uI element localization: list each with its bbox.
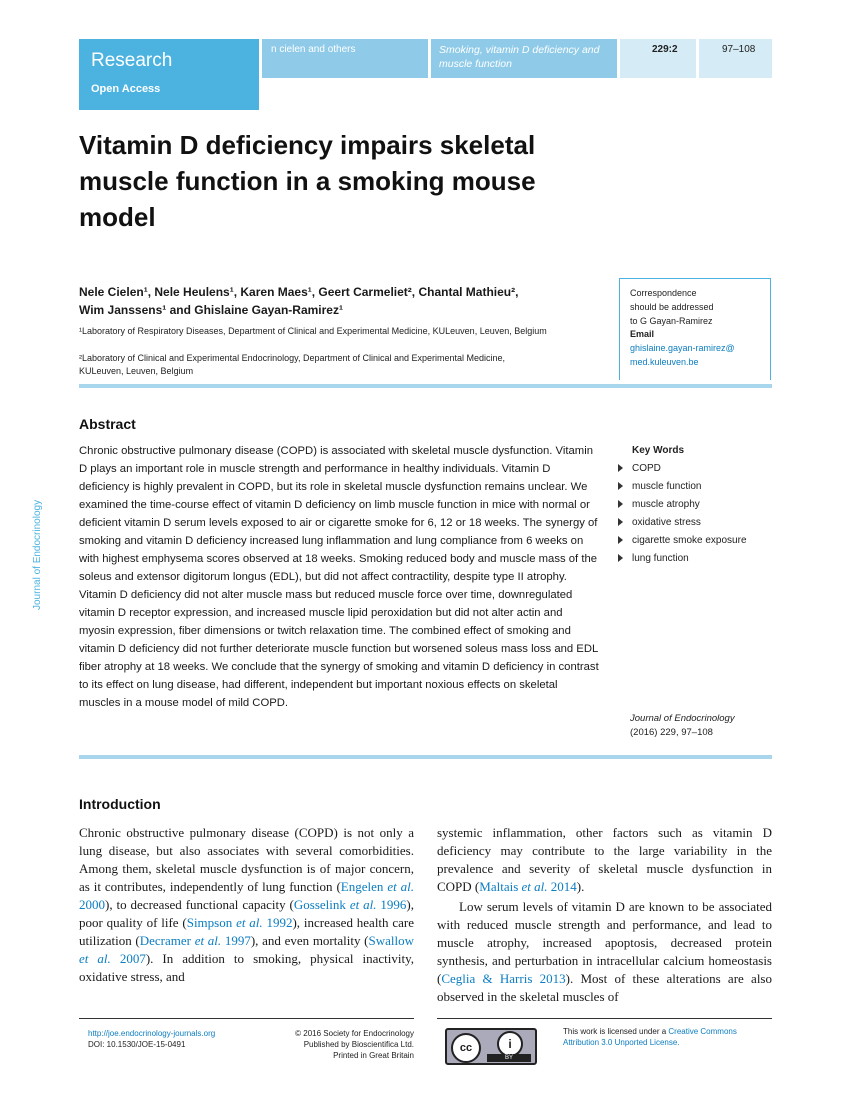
abstract-heading: Abstract [79, 416, 136, 432]
intro-paragraph: Low serum levels of vitamin D are known to be associated with reduced muscle strength and performance, and lead to muscle atrophy, increased apoptosis, decreased protein synthesis, and perturbation in intracellular calcium homeostasis (Ceglia & Harris 2013). Most of these alterations are also observed in the skeletal muscles of [437, 899, 772, 1004]
page-range: 97–108 [722, 44, 756, 55]
intro-column-left [79, 824, 414, 986]
bullet-triangle-icon [618, 536, 623, 544]
intro-column-right [437, 824, 772, 1006]
abstract-body [79, 442, 599, 712]
by-label-icon: BY [487, 1054, 531, 1062]
affiliation-2: ²Laboratory of Clinical and Experimental Endocrinology, Department of Clinical and Experimental Medicine, KULeuven, Leuven, Belgium [79, 353, 506, 376]
copyright-line-1: © 2016 Society for Endocrinology [295, 1029, 414, 1038]
affiliation-1: ¹Laboratory of Respiratory Diseases, Department of Clinical and Experimental Medicine, KULeuven, Leuven, Belgium [79, 326, 547, 336]
volume-issue: 229:2 [652, 44, 678, 55]
bullet-triangle-icon [618, 554, 623, 562]
running-title: Smoking, vitamin D deficiency and muscle function [439, 44, 600, 70]
journal-name: Journal of Endocrinology [630, 713, 735, 724]
footer-links [88, 1028, 215, 1050]
copyright-line-2: Published by Bioscientifica Ltd. [303, 1040, 414, 1049]
keyword-item: lung function [618, 552, 758, 565]
correspondence-box [619, 278, 771, 380]
license-link-1[interactable]: Creative Commons [668, 1027, 737, 1036]
header-authors [262, 39, 428, 78]
ref-link[interactable]: Maltais et al. 2014 [479, 879, 577, 894]
email-label: Email [630, 329, 655, 339]
intro-paragraph: Chronic obstructive pulmonary disease (COPD) is not only a lung disease, but also associates with several comorbidities. Among them, skeletal muscle dysfunction is of major concern, as it contributes, independently of lung function (Engelen et al. 2000), to decreased functional capacity (Gosselink et al. 1996), poor quality of life (Simpson et al. 1992), increased health care utilization (Decramer et al. 1997), and even mortality (Swallow et al. 2007). In addition to smoking, physical inactivity, oxidative stress, and [79, 825, 415, 984]
corr-line-2: should be addressed [630, 302, 714, 312]
corr-line-3: to G Gayan-Ramirez [630, 316, 713, 326]
article-title: Vitamin D deficiency impairs skeletal muscle function in a smoking mouse model [79, 130, 536, 232]
journal-url-link[interactable]: http://joe.endocrinology-journals.org [88, 1029, 216, 1038]
creative-commons-logo-icon[interactable] [445, 1028, 537, 1065]
header-running-title [431, 39, 617, 78]
keywords-list [618, 462, 758, 570]
bullet-triangle-icon [618, 500, 623, 508]
journal-citation [630, 712, 735, 740]
header-pages [699, 39, 772, 78]
bullet-triangle-icon [618, 464, 623, 472]
doi-text: DOI: 10.1530/JOE-15-0491 [88, 1040, 186, 1049]
journal-citation-line: (2016) 229, 97–108 [630, 727, 713, 738]
ref-link[interactable]: Simpson et al. 1992 [186, 915, 293, 930]
keyword-item: muscle atrophy [618, 498, 758, 511]
bullet-triangle-icon [618, 482, 623, 490]
section-label: Research [91, 50, 173, 71]
footer-copyright [295, 1028, 414, 1061]
abstract-text: Chronic obstructive pulmonary disease (COPD) is associated with skeletal muscle dysfunction. Vitamin D plays an important role in muscle strength and performance in healthy individuals. Vitamin D deficiency is highly prevalent in COPD, but its role in skeletal muscle dysfunction remains unclear. We examined the time-course effect of vitamin D deficiency on limb muscle function in mice with normal or deficient vitamin D serum levels exposed to air or cigarette smoke for 6, 12 or 18 weeks. The synergy of smoking and vitamin D deficiency increased lung inflammation and lung compliance from 6 weeks on with highest emphysema scores observed at 18 weeks. Smoking reduced body and muscle mass of the soleus and extensor digitorum longus (EDL), but did not affect contractility, despite type II atrophy. Vitamin D deficiency did not alter muscle mass but reduced muscle force over time, downregulated vitamin D receptor expression, and increased muscle lipid peroxidation but did not alter actin and myosin expression, fiber dimensions or twitch relaxation time. The combined effect of smoking and vitamin D deficiency did not further deteriorate muscle function but worsened soleus mass loss and EDL fiber atrophy at 18 weeks. We conclude that the synergy of smoking and vitamin D deficiency in contrast to its effect on lung disease, had different, independent but important noxious effects on skeletal muscles in a mouse model of mild COPD. [79, 445, 599, 709]
keyword-item: oxidative stress [618, 516, 758, 529]
keyword-item: muscle function [618, 480, 758, 493]
keyword-item: cigarette smoke exposure [618, 534, 758, 547]
authors-line-2: Wim Janssens¹ and Ghislaine Gayan-Ramirez¹ [79, 303, 343, 317]
authors-line-1: Nele Cielen¹, Nele Heulens¹, Karen Maes¹, Geert Carmeliet², Chantal Mathieu², [79, 285, 519, 299]
bullet-triangle-icon [618, 518, 623, 526]
authors-short: n cielen and others [271, 44, 356, 55]
email-link-part-1[interactable]: ghislaine.gayan-ramirez@ [630, 343, 735, 353]
cc-icon: cc [451, 1033, 481, 1063]
intro-paragraph: systemic inflammation, other factors such as vitamin D deficiency may contribute to the large variability in the prevalence and severity of skeletal muscle dysfunction in COPD (Maltais et al. 2014). [437, 825, 772, 894]
keyword-item: COPD [618, 462, 758, 475]
access-label: Open Access [91, 83, 161, 95]
journal-side-label: Journal of Endocrinology [32, 499, 43, 610]
ref-link[interactable]: Decramer et al. 1997 [139, 933, 251, 948]
section-divider [79, 755, 772, 759]
license-text: This work is licensed under a Creative Commons Attribution 3.0 Unported License. [563, 1027, 737, 1047]
corr-line-1: Correspondence [630, 288, 697, 298]
keywords-heading: Key Words [632, 445, 685, 456]
section-banner [79, 39, 259, 110]
ref-link[interactable]: Ceglia & Harris 2013 [441, 971, 566, 986]
license-link-2[interactable]: Attribution 3.0 Unported License. [563, 1038, 680, 1047]
header-volume [620, 39, 696, 78]
introduction-heading: Introduction [79, 796, 161, 812]
footer-right [437, 1018, 772, 1065]
footer-left [79, 1018, 414, 1061]
ref-link[interactable]: Engelen et al. 2000 [79, 879, 414, 912]
email-link-part-2[interactable]: med.kuleuven.be [630, 357, 699, 367]
author-list [79, 283, 599, 319]
copyright-line-3: Printed in Great Britain [333, 1051, 414, 1060]
ref-link[interactable]: Swallow et al. 2007 [79, 933, 415, 966]
ref-link[interactable]: Gosselink et al. 1996 [293, 897, 407, 912]
section-divider [79, 384, 772, 388]
by-person-icon: i [497, 1031, 523, 1057]
